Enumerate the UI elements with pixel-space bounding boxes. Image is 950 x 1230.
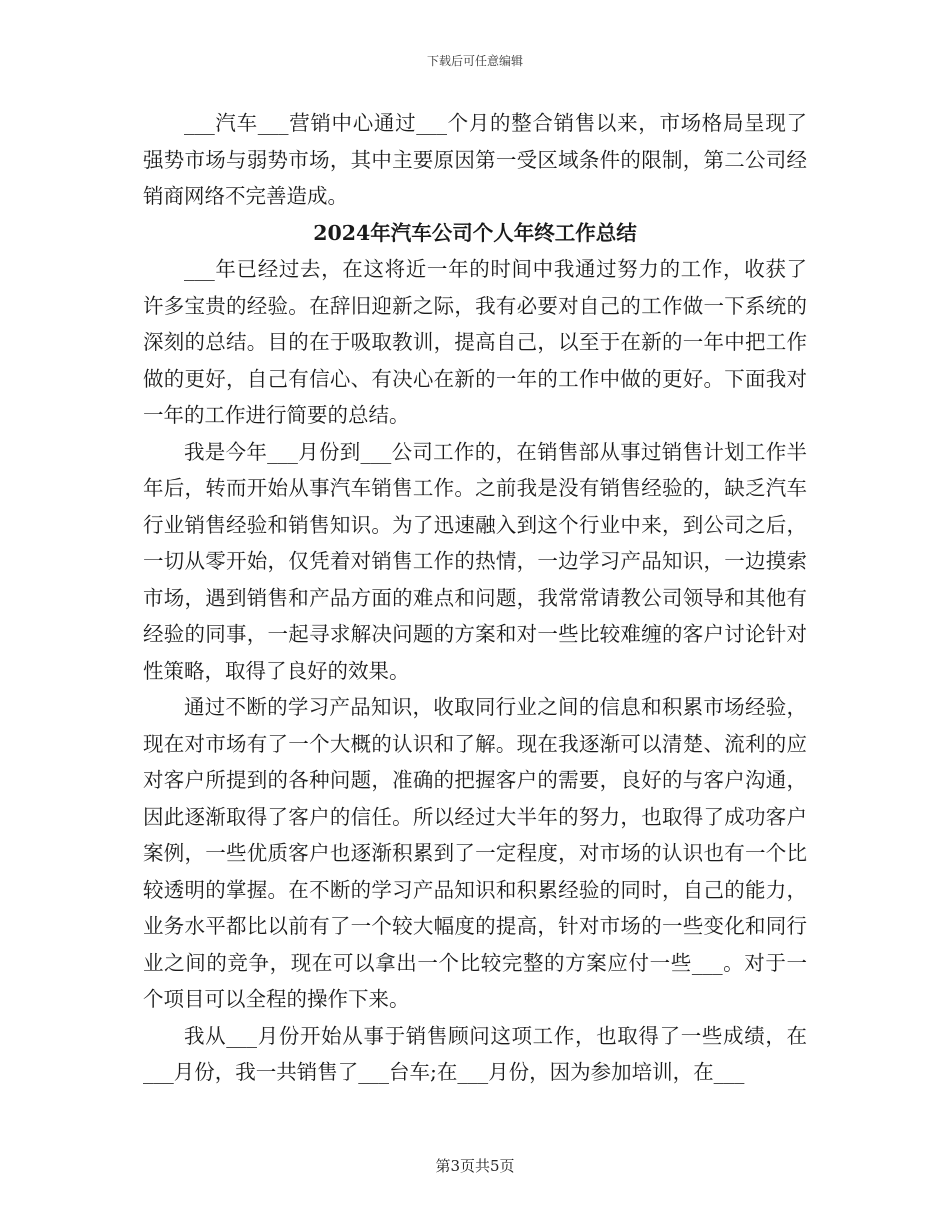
page-number: 第3页共5页	[435, 1157, 515, 1175]
body-paragraph-2: 我是今年___月份到___公司工作的，在销售部从事过销售计划工作半年后，转而开始从事汽车销售工作。之前我是没有销售经验的，缺乏汽车行业销售经验和销售知识。为了迅速融入到这个行业中来，到公司之后，一切从零开始，仅凭着对销售工作的热情，一边学习产品知识，一边摸索市场，遇到销售和产品方面的难点和问题，我常常请教公司领导和其他有经验的同事，一起寻求解决问题的方案和对一些比较难缠的客户讨论针对性策略，取得了良好的效果。	[143, 439, 807, 683]
body-paragraph-1: ___年已经过去，在这将近一年的时间中我通过努力的工作，收获了许多宝贵的经验。在辞旧迎新之际，我有必要对自己的工作做一下系统的深刻的总结。目的在于吸取教训，提高自己，以至于在新的一年中把工作做的更好，自己有信心、有决心在新的一年的工作中做的更好。下面我对一年的工作进行简要的总结。	[143, 257, 807, 427]
document-body	[143, 105, 807, 1091]
intro-paragraph: ___汽车___营销中心通过___个月的整合销售以来，市场格局呈现了强势市场与弱势市场，其中主要原因第一受区域条件的限制，第二公司经销商网络不完善造成。	[143, 111, 807, 208]
body-paragraph-3: 通过不断的学习产品知识，收取同行业之间的信息和积累市场经验，现在对市场有了一个大概的认识和了解。现在我逐渐可以清楚、流利的应对客户所提到的各种问题，准确的把握客户的需要，良好的与客户沟通，因此逐渐取得了客户的信任。所以经过大半年的努力，也取得了成功客户案例，一些优质客户也逐渐积累到了一定程度，对市场的认识也有一个比较透明的掌握。在不断的学习产品知识和积累经验的同时，自己的能力，业务水平都比以前有了一个较大幅度的提高，针对市场的一些变化和同行业之间的竞争，现在可以拿出一个比较完整的方案应付一些___。对于一个项目可以全程的操作下来。	[143, 695, 807, 1011]
document-title: 2024年汽车公司个人年终工作总结	[313, 220, 637, 245]
header-note: 下载后可任意编辑	[426, 54, 523, 68]
body-paragraph-4: 我从___月份开始从事于销售顾问这项工作，也取得了一些成绩，在___月份，我一共销售了___台车;在___月份，因为参加培训，在___	[143, 1023, 807, 1084]
